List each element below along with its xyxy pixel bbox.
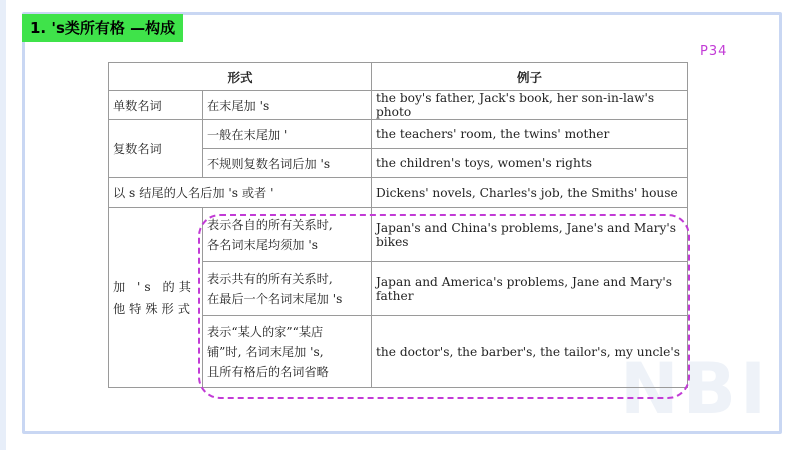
form-cell: 不规则复数名词后加 's	[203, 149, 372, 178]
page-number-label: P34	[700, 44, 728, 59]
form-line: 铺”时, 名词末尾加 's,	[207, 344, 324, 359]
table-header-row	[109, 63, 688, 91]
left-edge-shadow	[0, 0, 6, 450]
form-cell	[203, 316, 372, 388]
example-cell: the teachers' room, the twins' mother	[372, 120, 688, 149]
form-cell	[203, 262, 372, 316]
example-cell: Dickens' novels, Charles's job, the Smiths' house	[372, 178, 688, 208]
form-cell	[203, 208, 372, 262]
table-row	[109, 91, 688, 120]
form-line: 表示“某人的家”“某店	[207, 324, 324, 339]
category-cell: 复数名词	[109, 120, 203, 178]
form-line: 在最后一个名词末尾加 's	[207, 291, 343, 306]
example-cell: the children's toys, women's rights	[372, 149, 688, 178]
example-cell: Japan and America's problems, Jane and Mary's father	[372, 262, 688, 316]
table-row	[109, 178, 688, 208]
category-cell: 单数名词	[109, 91, 203, 120]
example-cell: the boy's father, Jack's book, her son-in-law's photo	[372, 91, 688, 120]
form-line: 表示各自的所有关系时,	[207, 217, 333, 232]
example-cell: Japan's and China's problems, Jane's and Mary's bikes	[372, 208, 688, 262]
form-line: 各名词末尾均须加 's	[207, 237, 318, 252]
form-line: 且所有格后的名词省略	[207, 364, 329, 379]
form-cell: 以 s 结尾的人名后加 's 或者 '	[109, 178, 372, 208]
form-cell: 一般在末尾加 '	[203, 120, 372, 149]
form-line: 表示共有的所有关系时,	[207, 271, 333, 286]
possessive-forms-table	[108, 62, 688, 388]
table-row	[109, 120, 688, 149]
slide-title: 1. 's类所有格 —构成	[22, 14, 183, 42]
watermark: NBI	[620, 348, 770, 430]
category-cell: 加 's 的其他特殊形式	[109, 208, 203, 388]
form-cell: 在末尾加 's	[203, 91, 372, 120]
example-cell: the doctor's, the barber's, the tailor's, my uncle's	[372, 316, 688, 388]
header-example: 例子	[372, 63, 688, 91]
table-row	[109, 208, 688, 262]
header-form: 形式	[109, 63, 372, 91]
